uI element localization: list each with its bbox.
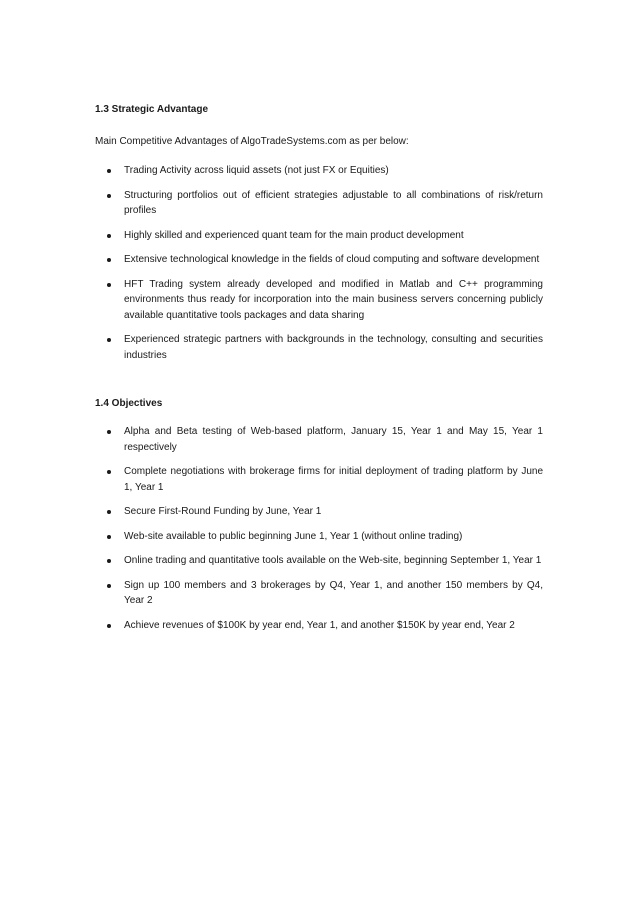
bullet-icon [107,470,111,474]
list-item [95,277,543,324]
bullet-icon [107,510,111,514]
bullet-icon [107,338,111,342]
bullet-icon [107,258,111,262]
bullet-icon [107,169,111,173]
list-item [95,464,543,495]
list-item [95,553,543,569]
list-item-text: Alpha and Beta testing of Web-based platform, January 15, Year 1 and May 15, Year 1 respectively [124,426,543,453]
list-item-text: Achieve revenues of $100K by year end, Year 1, and another $150K by year end, Year 2 [124,619,515,631]
list-item-text: Complete negotiations with brokerage firms for initial deployment of trading platform by June 1, Year 1 [124,466,543,493]
objectives-list [95,424,543,633]
list-item [95,578,543,609]
objectives-section [95,397,543,633]
strategic-advantage-list [95,163,543,363]
section-heading-objectives: 1.4 Objectives [95,398,163,409]
list-item [95,252,543,268]
bullet-icon [107,584,111,588]
bullet-icon [107,624,111,628]
list-item-text: Highly skilled and experienced quant team for the main product development [124,229,464,241]
strategic-advantage-section [95,103,543,363]
bullet-icon [107,234,111,238]
document-content [95,103,543,642]
list-item [95,618,543,634]
list-item [95,163,543,179]
bullet-icon [107,194,111,198]
bullet-icon [107,559,111,563]
bullet-icon [107,430,111,434]
list-item-text: Structuring portfolios out of efficient strategies adjustable to all combinations of risk/return profiles [124,189,543,216]
list-item [95,332,543,363]
section-intro: Main Competitive Advantages of AlgoTradeSystems.com as per below: [95,136,409,147]
section-heading-strategic-advantage: 1.3 Strategic Advantage [95,104,209,115]
list-item-text: Experienced strategic partners with backgrounds in the technology, consulting and securities industries [124,334,543,361]
list-item [95,529,543,545]
list-item [95,188,543,219]
list-item-text: Trading Activity across liquid assets (not just FX or Equities) [124,165,389,176]
list-item-text: HFT Trading system already developed and modified in Matlab and C++ programming environments thus ready for incorporation into the main business servers concerning publicly available quantitative tools packages and data sharing [124,278,543,321]
list-item [95,424,543,455]
bullet-icon [107,535,111,539]
list-item-text: Extensive technological knowledge in the fields of cloud computing and software development [124,254,540,265]
list-item [95,504,543,520]
list-item [95,228,543,244]
list-item-text: Web-site available to public beginning June 1, Year 1 (without online trading) [124,530,463,542]
list-item-text: Secure First-Round Funding by June, Year 1 [124,506,322,517]
list-item-text: Sign up 100 members and 3 brokerages by Q4, Year 1, and another 150 members by Q4, Year 2 [124,579,543,606]
list-item-text: Online trading and quantitative tools available on the Web-site, beginning September 1, Year 1 [124,555,542,566]
bullet-icon [107,283,111,287]
